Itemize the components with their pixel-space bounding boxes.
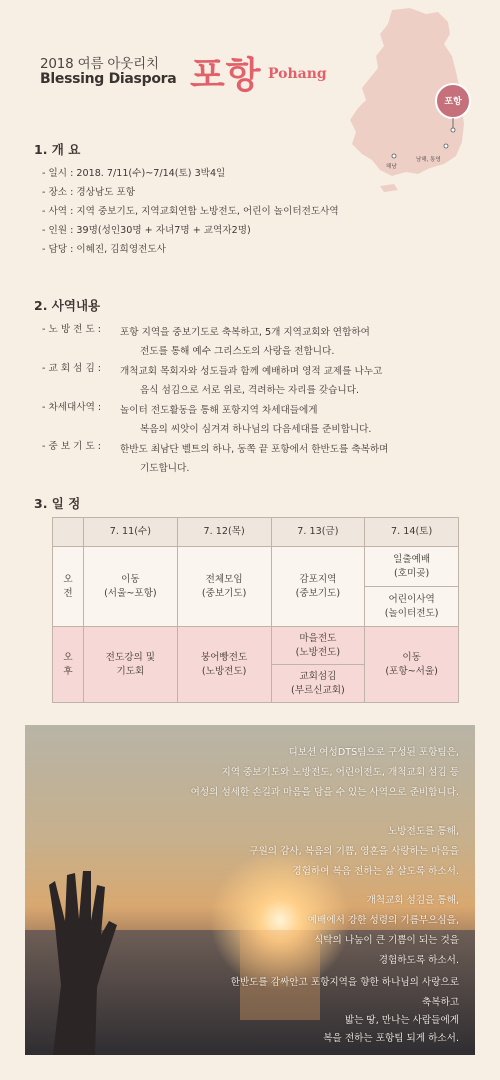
cell-line: 이동 bbox=[402, 651, 421, 663]
korea-map bbox=[322, 4, 494, 194]
place-title-english: Pohang bbox=[268, 66, 327, 82]
schedule-day-header: 7. 12(목) bbox=[177, 518, 271, 547]
header-brand: Blessing Diaspora bbox=[40, 71, 177, 87]
am-day3-cell bbox=[271, 547, 365, 627]
cell-line: 기도회 bbox=[116, 665, 145, 677]
schedule-header-row bbox=[53, 518, 459, 547]
photo-text-line: 구원의 감사, 복음의 기쁨, 영혼을 사랑하는 마음을 bbox=[249, 846, 459, 857]
cell-line: 마을전도 bbox=[299, 632, 337, 644]
namhae-label: 남해, 통영 bbox=[416, 157, 441, 163]
cell-line: (부르신교회) bbox=[290, 684, 345, 696]
cell-line: (포항~서울) bbox=[385, 665, 438, 677]
haenam-label: 해남 bbox=[386, 164, 397, 170]
cell-line: (노방전도) bbox=[295, 646, 341, 658]
cell-line: (중보기도) bbox=[201, 587, 247, 599]
ministry-label: - 노 방 전 도 : bbox=[42, 324, 102, 335]
photo-text-line: 지역 중보기도와 노방전도, 어린이전도, 개척교회 섬김 등 bbox=[221, 767, 459, 778]
cell-line: (호미곶) bbox=[393, 567, 430, 579]
am-label-1: 오 bbox=[63, 573, 73, 585]
cell-line: (중보기도) bbox=[295, 587, 341, 599]
ministry-label: - 교 회 섬 김 : bbox=[42, 363, 102, 374]
am-label-cell bbox=[53, 547, 84, 627]
schedule-day-header: 7. 14(토) bbox=[365, 518, 459, 547]
overview-item: - 장소 : 경상남도 포항 bbox=[42, 187, 136, 198]
cell-line: (놀이터전도) bbox=[384, 607, 439, 619]
cell-line: 이동 bbox=[121, 573, 140, 585]
namhae-marker bbox=[444, 144, 448, 148]
am-day4b-cell bbox=[365, 587, 459, 627]
sunset-photo bbox=[25, 725, 475, 1055]
section-ministry-title: 2. 사역내용 bbox=[34, 298, 101, 313]
photo-text-line: 축복하고 bbox=[421, 997, 459, 1008]
pm-day4-cell bbox=[365, 627, 459, 703]
am-label-2: 전 bbox=[63, 587, 73, 599]
ministry-desc: 한반도 최남단 벨트의 하나, 동쪽 끝 포항에서 한반도를 축복하며 bbox=[120, 444, 389, 455]
place-title-korean: 포항 bbox=[190, 54, 262, 96]
pm-day2-cell bbox=[177, 627, 271, 703]
photo-text-line: 노방전도를 통해, bbox=[388, 826, 459, 837]
header-subtitle: 2018 여름 아웃리치 bbox=[40, 56, 159, 72]
pm-label-1: 오 bbox=[63, 651, 73, 663]
photo-text-line: 한반도를 감싸안고 포항지역을 향한 하나님의 사랑으로 bbox=[230, 977, 459, 988]
ministry-desc: 전도를 통해 예수 그리스도의 사랑을 전합니다. bbox=[140, 346, 335, 357]
cell-line: (노방전도) bbox=[201, 665, 247, 677]
schedule-day-header: 7. 13(금) bbox=[271, 518, 365, 547]
am-day2-cell bbox=[177, 547, 271, 627]
schedule-day-header: 7. 11(수) bbox=[84, 518, 178, 547]
pm-day3a-cell bbox=[271, 627, 365, 665]
ministry-label: - 중 보 기 도 : bbox=[42, 441, 102, 452]
ministry-desc: 복음의 씨앗이 심겨져 하나님의 다음세대를 준비합니다. bbox=[140, 424, 372, 435]
cell-line: (서울~포항) bbox=[104, 587, 157, 599]
pohang-badge-label: 포항 bbox=[444, 97, 462, 107]
ministry-label: - 차세대사역 : bbox=[42, 402, 102, 413]
cell-line: 일출예배 bbox=[393, 553, 431, 565]
am-day1-cell bbox=[84, 547, 178, 627]
photo-text-line: 개척교회 섬김을 통해, bbox=[366, 895, 459, 906]
ministry-desc: 개척교회 목회자와 성도들과 함께 예배하며 영적 교제를 나누고 bbox=[120, 366, 383, 377]
section-schedule-title: 3. 일 정 bbox=[34, 496, 81, 511]
ministry-desc: 놀이터 전도활동을 통해 포항지역 차세대들에게 bbox=[120, 405, 318, 416]
schedule-table bbox=[52, 517, 459, 703]
overview-item: - 사역 : 지역 중보기도, 지역교회연합 노방전도, 어린이 놀이터전도사역 bbox=[42, 206, 339, 217]
overview-item: - 일시 : 2018. 7/11(수)~7/14(토) 3박4일 bbox=[42, 168, 226, 179]
photo-text-line: 디보션 여성DTS팀으로 구성된 포항팀은, bbox=[288, 747, 459, 758]
photo-text-line: 경험하도록 하소서. bbox=[378, 955, 459, 966]
cell-line: 붕어빵전도 bbox=[200, 651, 248, 663]
photo-text-line: 경험하여 복음 전하는 삶 살도록 하소서. bbox=[292, 866, 459, 877]
photo-text-line: 복을 전하는 포항팀 되게 하소서. bbox=[323, 1033, 459, 1044]
pm-label-2: 후 bbox=[63, 665, 73, 677]
cell-line: 교회섬김 bbox=[299, 670, 337, 682]
schedule-corner-cell bbox=[53, 518, 84, 547]
photo-text-line: 밟는 땅, 만나는 사람들에게 bbox=[344, 1015, 459, 1026]
photo-text-line: 식탁의 나눔이 큰 기쁨이 되는 것을 bbox=[314, 935, 459, 946]
overview-item: - 담당 : 이혜진, 김희영전도사 bbox=[42, 244, 166, 255]
section-overview-title: 1. 개 요 bbox=[34, 142, 81, 157]
ministry-desc: 포항 지역을 중보기도로 축복하고, 5개 지역교회와 연합하여 bbox=[120, 327, 370, 338]
ministry-desc: 기도합니다. bbox=[140, 463, 190, 474]
photo-text-line: 예배에서 강한 성령의 기름부으심을, bbox=[307, 915, 459, 926]
pm-day3b-cell bbox=[271, 665, 365, 703]
jeju-island bbox=[380, 184, 398, 192]
cell-line: 전체모임 bbox=[205, 573, 243, 585]
haenam-marker bbox=[392, 154, 396, 158]
cell-line: 어린이사역 bbox=[388, 593, 435, 605]
cell-line: 감포지역 bbox=[299, 573, 337, 585]
overview-item: - 인원 : 39명(성인30명 + 자녀7명 + 교역자2명) bbox=[42, 225, 251, 236]
pohang-marker bbox=[451, 128, 455, 132]
am-day4a-cell bbox=[365, 547, 459, 587]
pm-day1-cell bbox=[84, 627, 178, 703]
ministry-desc: 음식 섬김으로 서로 위로, 격려하는 자리를 갖습니다. bbox=[140, 385, 360, 396]
cell-line: 전도강의 및 bbox=[105, 651, 156, 663]
photo-text-line: 여성의 섬세한 손길과 마음을 담을 수 있는 사역으로 준비합니다. bbox=[190, 787, 459, 798]
pm-label-cell bbox=[53, 627, 84, 703]
